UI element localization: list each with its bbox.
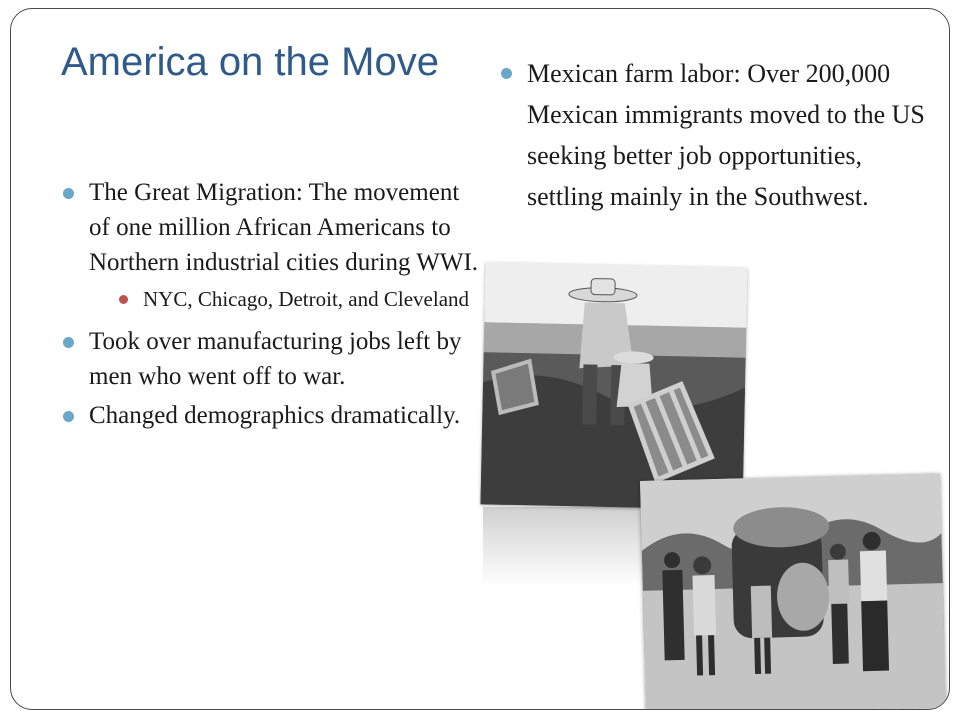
- left-column: [61, 175, 481, 437]
- right-column: [499, 53, 939, 221]
- slide-title: America on the Move: [61, 40, 439, 84]
- bullet-great-migration: [61, 175, 481, 314]
- sub-bullet-list: [89, 284, 481, 314]
- family-migration-photo-art: [640, 473, 946, 710]
- bullet-mexican-farm-labor: Mexican farm labor: Over 200,000 Mexican immigrants moved to the US seeking better job opportunities, settling mainly in the Southwest.: [499, 53, 939, 217]
- farm-labor-photo: [480, 262, 747, 509]
- sub-bullet-cities: NYC, Chicago, Detroit, and Cleveland: [119, 284, 481, 314]
- family-migration-photo: [640, 473, 946, 710]
- bullet-text: The Great Migration: The movement of one million African Americans to Northern industrial cities during WWI.: [89, 179, 479, 276]
- farm-labor-photo-art: [480, 262, 747, 509]
- left-bullet-list: [61, 175, 481, 433]
- right-bullet-list: [499, 53, 939, 217]
- slide: [10, 8, 950, 710]
- bullet-demographics: Changed demographics dramatically.: [61, 398, 481, 433]
- bullet-manufacturing-jobs: Took over manufacturing jobs left by men who went off to war.: [61, 324, 481, 394]
